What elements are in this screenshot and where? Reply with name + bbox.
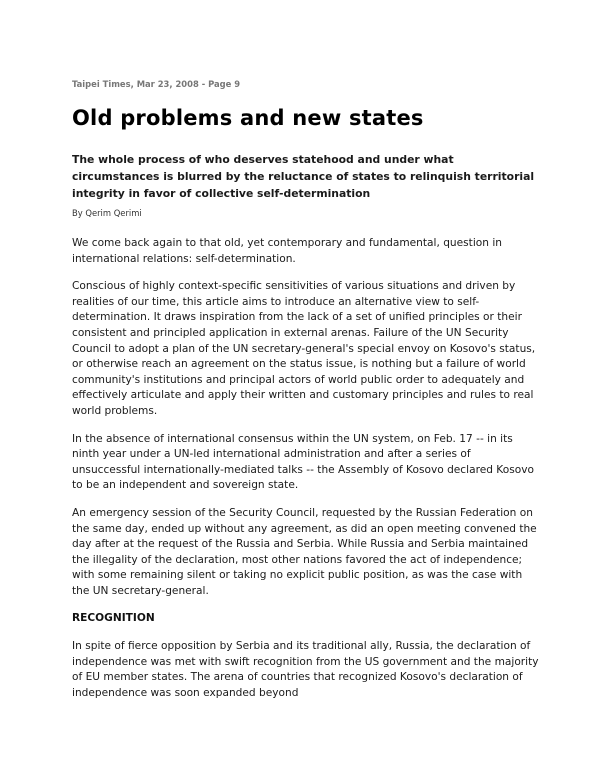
paragraph: Conscious of highly context-specific sensitivities of various situations and driven by realities of our time, this article aims to introduce an alternative view to self-determination. It draws inspiration from the lack of a set of unified principles or their consistent and principled application in external arenas. Failure of the UN Security Council to adopt a plan of the UN secretary-general's special envoy on Kosovo's status, or otherwise reach an agreement on the status issue, is nothing but a failure of world community's institutions and principal actors of world public order to adequately and effectively articulate and apply their written and customary principles and rules to real world problems. bbox=[72, 280, 536, 417]
article-body bbox=[72, 236, 542, 713]
article-title: Old problems and new states bbox=[72, 106, 424, 130]
paragraph: An emergency session of the Security Council, requested by the Russian Federation on the same day, ended up without any agreement, as did an open meeting convened the day after at the request of the Russia and Serbia. While Russia and Serbia maintained the illegality of the declaration, most other nations favored the act of independence; with some remaining silent or taking no explicit public position, as was the case with the UN secretary-general. bbox=[72, 506, 537, 597]
paragraph: In spite of fierce opposition by Serbia and its traditional ally, Russia, the declaration of independence was met with swift recognition from the US government and the majority of EU member states. The arena of countries that recognized Kosovo's declaration of independence was soon expanded beyond bbox=[72, 640, 539, 699]
paragraph: In the absence of international consensus within the UN system, on Feb. 17 -- in its ninth year under a UN-led international administration and after a series of unsuccessful internationally-mediated talks -- the Assembly of Kosovo declared Kosovo to be an independent and sovereign state. bbox=[72, 432, 534, 492]
section-heading: RECOGNITION bbox=[72, 612, 155, 625]
source-line: Taipei Times, Mar 23, 2008 - Page 9 bbox=[72, 79, 241, 89]
byline: By Qerim Qerimi bbox=[72, 208, 142, 218]
article-subtitle: The whole process of who deserves statehood and under what circumstances is blurred by the reluctance of states to relinquish territorial integrity in favor of collective self-determination bbox=[72, 153, 535, 200]
paragraph: We come back again to that old, yet contemporary and fundamental, question in international relations: self-determination. bbox=[72, 237, 502, 265]
